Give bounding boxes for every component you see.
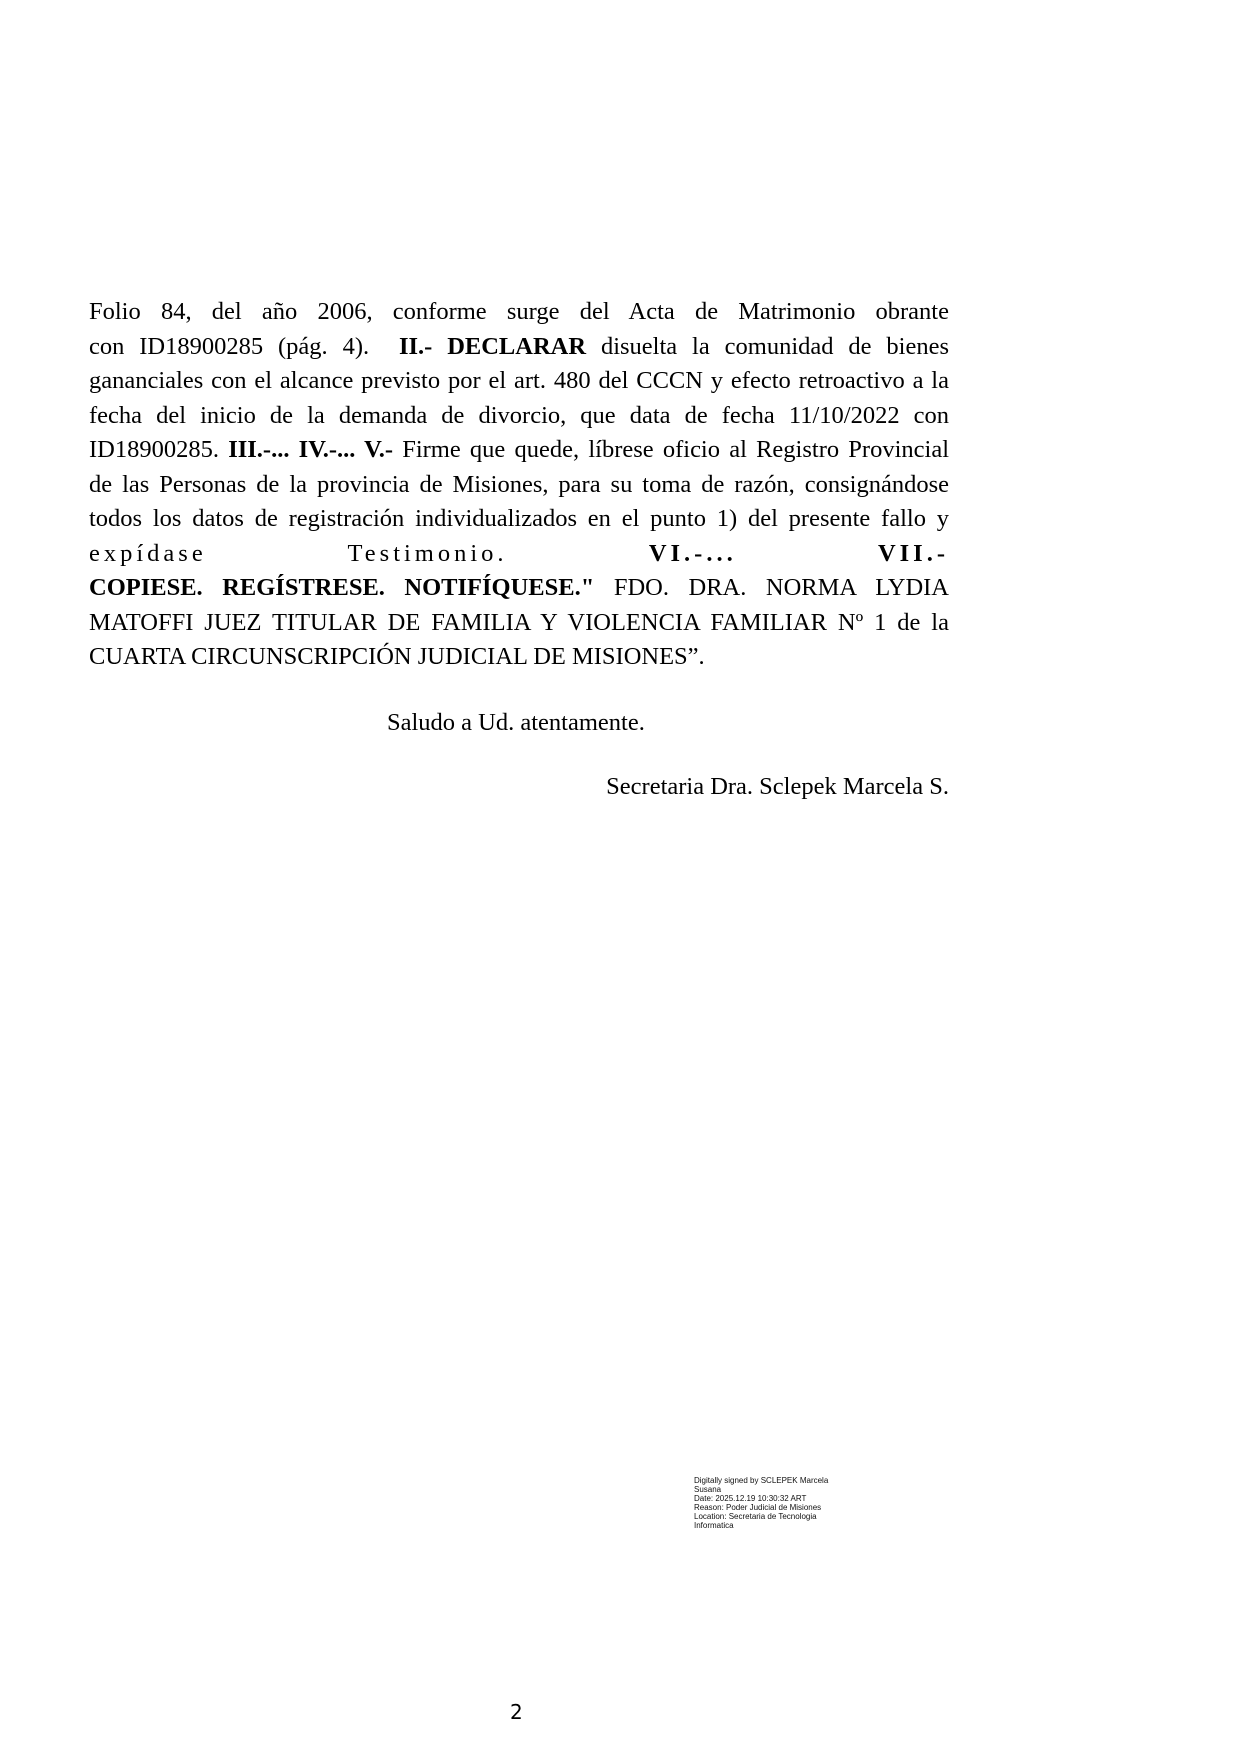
digital-signature-line: Susana: [694, 1485, 722, 1494]
text-line-8: [89, 537, 949, 572]
text-line-7: [89, 502, 949, 537]
text-segment: gananciales con el alcance previsto por el art. 480 del CCCN y efecto retroactivo a la: [89, 367, 949, 394]
text-segment: fecha del inicio de la demanda de divorcio, que data de fecha 11/10/2022 con: [89, 401, 949, 429]
digital-signature-line: Digitally signed by SCLEPEK Marcela: [694, 1476, 829, 1485]
text-segment: Folio 84, del año 2006, conforme surge del Acta de Matrimonio obrante: [89, 298, 949, 325]
resolution-body: [89, 295, 949, 675]
digital-signature-line: Date: 2025.12.19 10:30:32 ART: [694, 1494, 807, 1503]
text-segment: todos los datos de registración individualizados en el punto 1) del presente fallo y: [89, 505, 949, 532]
text-segment: Testimonio.: [347, 539, 508, 567]
text-segment: Firme que quede, líbrese oficio al Registro Provincial: [402, 436, 950, 463]
digital-signature-line: Informatica: [694, 1521, 734, 1530]
section-seven: VII.-: [877, 539, 949, 567]
digital-signature-stamp: [694, 1476, 828, 1530]
text-segment: CUARTA CIRCUNSCRIPCIÓN JUDICIAL DE MISIONES”.: [89, 643, 705, 670]
digital-signature-line: Reason: Poder Judicial de Misiones: [694, 1503, 822, 1512]
text-line-6: [89, 468, 949, 503]
copiese-registrese-notifiquese: COPIESE. REGÍSTRESE. NOTIFÍQUESE.": [89, 574, 595, 601]
text-line-2: [89, 330, 949, 365]
text-line-11: [89, 640, 949, 675]
section-numbers: III.-... IV.-... V.-: [228, 436, 393, 463]
text-segment: expídase: [89, 539, 207, 567]
text-segment: disuelta la comunidad de bienes: [600, 332, 950, 360]
text-segment: ID18900285.: [89, 436, 219, 463]
text-segment: con ID18900285 (pág. 4).: [89, 332, 370, 360]
signatory-name: Secretaria Dra. Sclepek Marcela S.: [606, 773, 949, 800]
text-segment: de las Personas de la provincia de Misiones, para su toma de razón, consignándose: [89, 470, 949, 498]
text-line-3: [89, 364, 949, 399]
text-line-4: [89, 399, 949, 434]
text-segment: FDO. DRA. NORMA LYDIA: [613, 574, 949, 601]
text-line-10: [89, 606, 949, 641]
digital-signature-line: Location: Secretaria de Tecnologia: [694, 1512, 817, 1521]
text-line-5: [89, 433, 949, 468]
text-line-1: [89, 295, 949, 330]
section-six: VI.-...: [648, 539, 737, 567]
closing-salutation: Saludo a Ud. atentamente.: [387, 709, 645, 736]
text-line-9: [89, 571, 949, 606]
text-segment: MATOFFI JUEZ TITULAR DE FAMILIA Y VIOLENCIA FAMILIAR Nº 1 de la: [89, 608, 949, 636]
declarar-heading: II.- DECLARAR: [398, 332, 587, 360]
page-number: 2: [510, 1700, 523, 1724]
